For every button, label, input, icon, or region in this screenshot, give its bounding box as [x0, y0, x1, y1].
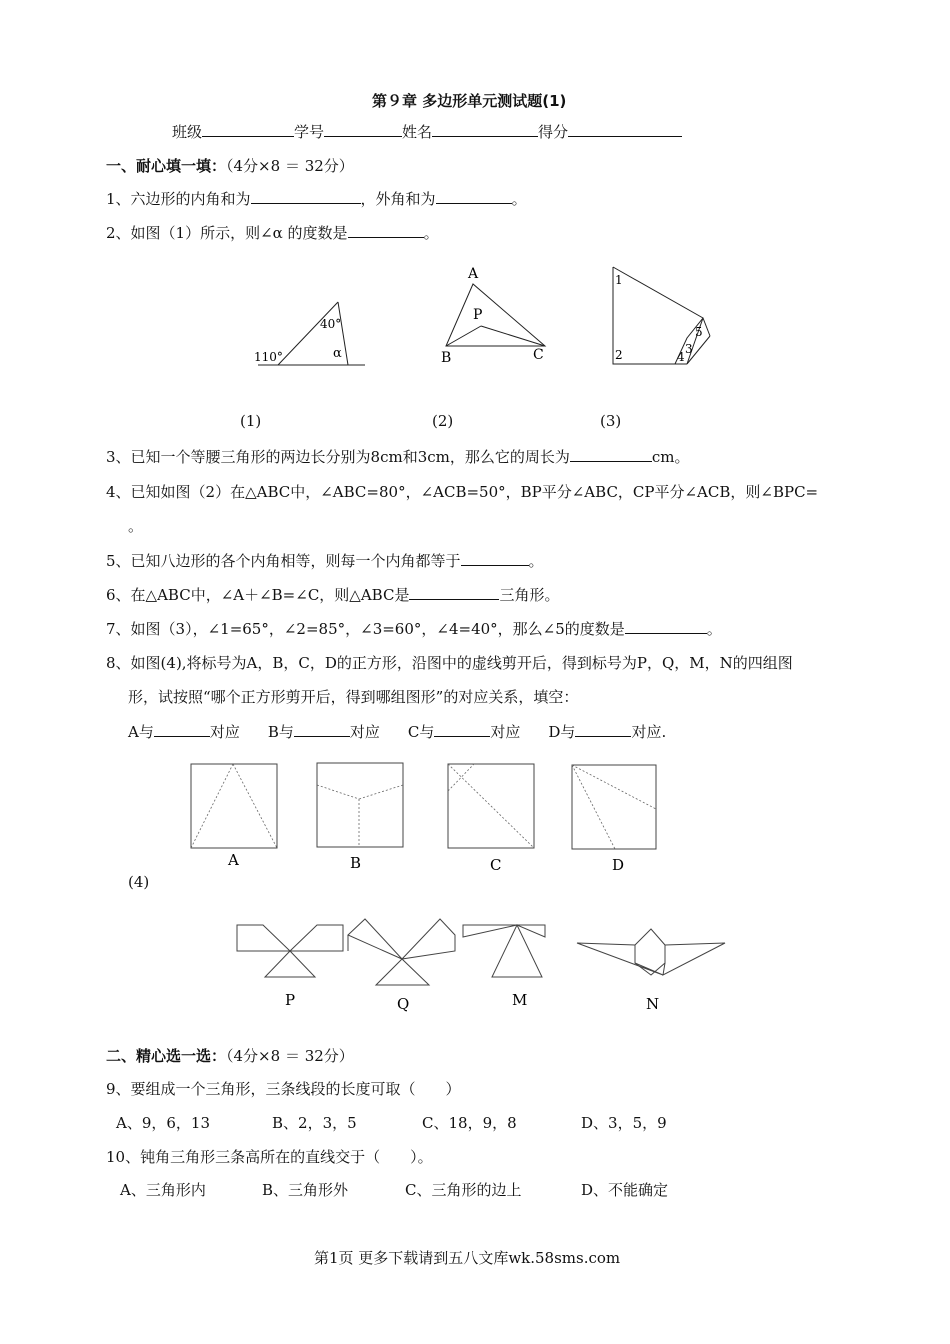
square-label-C: C [490, 856, 502, 874]
q6-blank[interactable] [409, 585, 499, 600]
question-9: 9、要组成一个三角形，三条线段的长度可取（ ） [106, 1080, 461, 1098]
id-label: 学号 [294, 123, 325, 141]
question-8-line1: 8、如图(4),将标号为A，B，C，D的正方形，沿图中的虚线剪开后，得到标号为P，Q，M，N的四组图 [106, 654, 793, 672]
q9-option-D[interactable]: D、3，5，9 [581, 1114, 667, 1132]
figure-1 [250, 295, 370, 375]
figure-3 [605, 262, 725, 372]
page-footer: 第1页 更多下载请到五八文库wk.58sms.com [314, 1249, 621, 1267]
fig3-label-5: 5 [695, 325, 703, 339]
piece-label-Q: Q [397, 995, 410, 1013]
piece-label-M: M [512, 991, 528, 1009]
question-4-end: 。 [128, 517, 144, 535]
id-blank[interactable] [324, 122, 402, 137]
question-1: 1、六边形的内角和为 ，外角和为 。 [106, 190, 527, 208]
q10-option-C[interactable]: C、三角形的边上 [405, 1181, 522, 1199]
q8-blank-a[interactable] [154, 722, 210, 737]
piece-label-N: N [646, 995, 660, 1013]
piece-M [463, 925, 545, 977]
piece-Q [348, 919, 455, 985]
question-7: 7、如图（3），∠1=65°，∠2=85°，∠3=60°，∠4=40°，那么∠5的度数是 。 [106, 620, 722, 638]
fig4-caption: (4) [128, 873, 150, 891]
square-B [317, 763, 403, 847]
section1-heading: 一、耐心填一填：（4分×8 ＝ 32分） [106, 157, 354, 175]
class-blank[interactable] [202, 122, 294, 137]
fig3-label-1: 1 [615, 273, 623, 287]
fig3-caption: (3) [600, 412, 622, 430]
piece-label-P: P [285, 991, 296, 1009]
q1-blank-exterior[interactable] [436, 189, 512, 204]
question-2: 2、如图（1）所示，则∠α 的度数是 。 [106, 224, 439, 242]
figure-4-squares [190, 763, 660, 878]
q3-blank[interactable] [570, 447, 652, 462]
q9-option-B[interactable]: B、2，3，5 [272, 1114, 357, 1132]
q10-option-B[interactable]: B、三角形外 [262, 1181, 349, 1199]
q2-blank[interactable] [348, 223, 424, 238]
fig3-label-3: 3 [685, 342, 693, 356]
fig1-angle-40: 40° [320, 317, 342, 331]
fig2-label-C: C [533, 347, 544, 363]
fig3-label-4: 4 [677, 350, 685, 364]
square-label-D: D [612, 856, 625, 874]
fig1-caption: (1) [240, 412, 262, 430]
q1-blank-interior[interactable] [251, 189, 361, 204]
q7-blank[interactable] [625, 619, 707, 634]
page-title: 第９章 多边形单元测试题(1) [372, 92, 567, 110]
question-4: 4、已知如图（2）在△ABC中，∠ABC=80°，∠ACB=50°，BP平分∠ABC，CP平分∠ACB，则∠BPC= [106, 483, 819, 501]
square-label-B: B [350, 854, 362, 872]
name-blank[interactable] [432, 122, 538, 137]
question-6: 6、在△ABC中，∠A＋∠B=∠C，则△ABC是 三角形。 [106, 586, 560, 604]
square-C [448, 764, 534, 848]
fig2-label-P: P [473, 307, 483, 323]
score-blank[interactable] [568, 122, 682, 137]
fig1-angle-110: 110° [254, 350, 283, 364]
q9-option-C[interactable]: C、18，9，8 [422, 1114, 517, 1132]
square-A [191, 764, 277, 848]
q9-option-A[interactable]: A、9，6，13 [116, 1114, 211, 1132]
question-8-answers: A与 对应 B与 对应 C与 对应 D与 对应. [128, 723, 667, 741]
square-D [572, 765, 656, 849]
figure-4-pieces [235, 915, 730, 1015]
q8-blank-d[interactable] [575, 722, 631, 737]
fig2-label-A: A [468, 266, 479, 282]
fig1-alpha: α [333, 346, 342, 361]
fig2-label-B: B [441, 350, 452, 366]
section2-heading: 二、精心选一选：（4分×8 ＝ 32分） [106, 1047, 354, 1065]
q8-blank-c[interactable] [434, 722, 490, 737]
question-3: 3、已知一个等腰三角形的两边长分别为8cm和3cm，那么它的周长为 cm。 [106, 448, 690, 466]
figure-2 [435, 262, 555, 372]
question-5: 5、已知八边形的各个内角相等，则每一个内角都等于 。 [106, 552, 544, 570]
square-label-A: A [228, 851, 239, 869]
q8-blank-b[interactable] [294, 722, 350, 737]
fig2-caption: (2) [432, 412, 454, 430]
q10-option-A[interactable]: A、三角形内 [120, 1181, 206, 1199]
piece-P [237, 925, 343, 977]
piece-N [577, 929, 725, 975]
score-label: 得分 [538, 123, 569, 141]
fig3-label-2: 2 [615, 348, 623, 362]
q5-blank[interactable] [461, 551, 529, 566]
question-10: 10、钝角三角形三条高所在的直线交于（ ）。 [106, 1148, 433, 1166]
q10-option-D[interactable]: D、不能确定 [581, 1181, 669, 1199]
class-label: 班级 [172, 123, 203, 141]
name-label: 姓名 [402, 123, 433, 141]
student-info-line [172, 121, 682, 142]
question-8-line2: 形，试按照“哪个正方形剪开后，得到哪组图形”的对应关系，填空： [128, 688, 579, 706]
